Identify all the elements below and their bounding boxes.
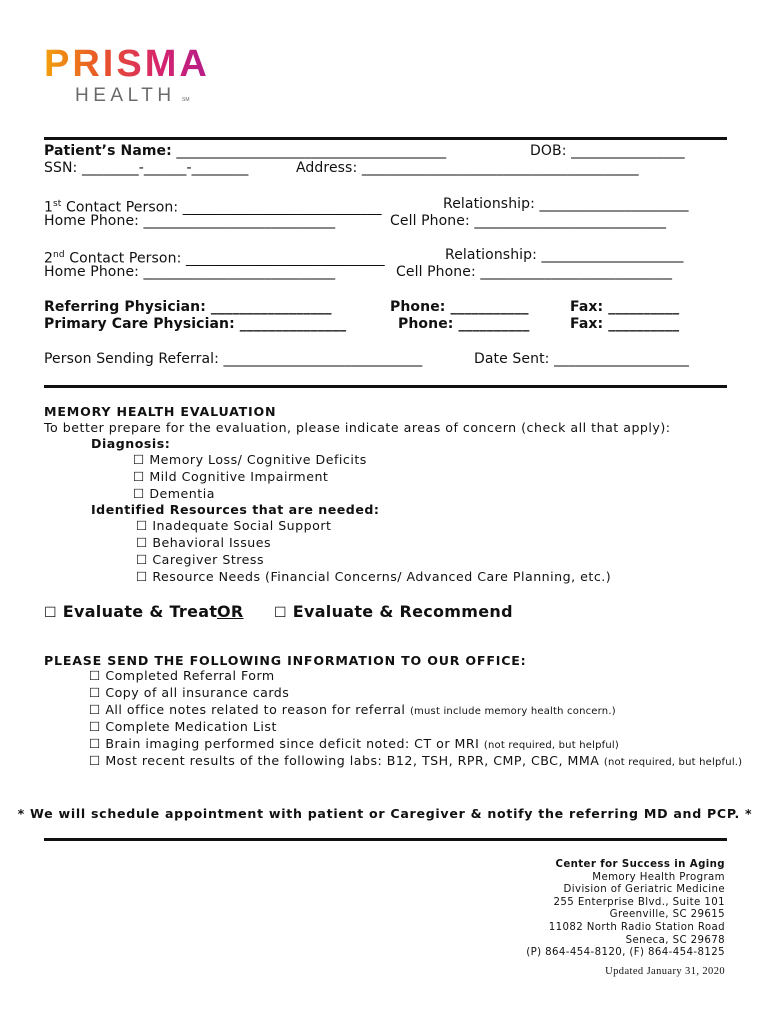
checkbox-icon[interactable]: ☐ (133, 486, 145, 501)
footer-line: Greenville, SC 29615 (609, 909, 725, 921)
logo-sub-text: HEALTH (75, 85, 176, 106)
contact2-cell-field[interactable]: ___________________________ (480, 264, 673, 280)
referring-fax-row (570, 299, 679, 316)
contact1-label: Contact Person: (66, 199, 179, 216)
contact2-relationship-row (445, 247, 684, 264)
checkbox-icon[interactable]: ☐ (136, 535, 148, 550)
referring-phone-label: Phone: (390, 299, 446, 315)
contact1-ordinal: 1 (44, 199, 54, 216)
address-label: Address: (296, 160, 358, 176)
resource-option-resource-needs[interactable] (136, 569, 611, 586)
date-sent-field[interactable]: ___________________ (554, 351, 689, 367)
contact1-home-field[interactable]: ___________________________ (143, 213, 336, 229)
footer-org: Center for Success in Aging (555, 859, 725, 870)
pcp-row (44, 316, 346, 333)
send-item-note: (not required, but helpful.) (603, 757, 743, 768)
contact1-cell-phone-row (390, 213, 666, 230)
checkbox-icon[interactable]: ☐ (89, 685, 101, 700)
referring-fax-field[interactable]: __________ (608, 299, 680, 315)
evaluate-treat-label: Evaluate & Treat (62, 602, 218, 621)
divider-middle (44, 385, 727, 388)
logo-brand-text: PRISMA (44, 44, 210, 85)
footer-line: Seneca, SC 29678 (625, 934, 725, 946)
pcp-fax-label: Fax: (570, 316, 604, 332)
dob-row (530, 143, 685, 160)
footer-address (526, 859, 725, 978)
contact2-home-field[interactable]: ___________________________ (143, 264, 336, 280)
resource-option-label: Caregiver Stress (152, 552, 265, 567)
date-sent-label: Date Sent: (474, 351, 550, 367)
referring-phone-row (390, 299, 529, 316)
send-item-medication-list[interactable] (89, 719, 277, 736)
contact2-label: Contact Person: (69, 250, 182, 267)
diagnosis-option-label: Mild Cognitive Impairment (149, 469, 329, 484)
diagnosis-option-label: Dementia (149, 486, 215, 501)
sender-field[interactable]: ____________________________ (223, 351, 423, 367)
checkbox-icon[interactable]: ☐ (89, 668, 101, 683)
divider-top (44, 137, 727, 140)
send-item-text: Brain imaging performed since deficit noted: CT or MRI (105, 736, 480, 751)
referring-physician-row (44, 299, 332, 316)
resource-option-behavioral[interactable] (136, 535, 271, 552)
patient-name-row (44, 143, 446, 160)
contact1-cell-label: Cell Phone: (390, 213, 470, 229)
resource-option-caregiver-stress[interactable] (136, 552, 264, 569)
logo-mark: SM (182, 97, 190, 103)
send-item-text: Complete Medication List (105, 719, 277, 734)
address-row (296, 160, 639, 177)
footer-line: 11082 North Radio Station Road (548, 921, 725, 933)
footer-updated: Updated January 31, 2020 (605, 965, 725, 977)
resources-label: Identified Resources that are needed: (91, 502, 380, 517)
contact1-home-label: Home Phone: (44, 213, 139, 229)
checkbox-icon[interactable]: ☐ (44, 605, 57, 621)
ssn-field[interactable]: ________-______-________ (81, 160, 249, 176)
contact2-cell-phone-row (396, 264, 672, 281)
checkbox-icon[interactable]: ☐ (136, 552, 148, 567)
pcp-label: Primary Care Physician: (44, 316, 235, 332)
contact2-cell-label: Cell Phone: (396, 264, 476, 280)
diagnosis-label: Diagnosis: (91, 436, 171, 451)
resource-option-label: Resource Needs (Financial Concerns/ Advanced Care Planning, etc.) (152, 569, 612, 584)
evaluate-treat-option[interactable] (44, 602, 217, 621)
send-info-title: PLEASE SEND THE FOLLOWING INFORMATION TO OUR OFFICE: (44, 653, 527, 668)
schedule-notice: * We will schedule appointment with patient or Caregiver & notify the referring MD and PCP. * (17, 806, 753, 821)
contact2-relationship-label: Relationship: (445, 247, 537, 263)
pcp-fax-row (570, 316, 679, 333)
contact1-relationship-field[interactable]: _____________________ (539, 196, 689, 212)
send-item-text: All office notes related to reason for referral (105, 702, 406, 717)
contact2-home-phone-row (44, 264, 335, 281)
checkbox-icon[interactable]: ☐ (133, 469, 145, 484)
or-text: OR (217, 602, 244, 621)
checkbox-icon[interactable]: ☐ (89, 719, 101, 734)
resource-option-label: Behavioral Issues (152, 535, 272, 550)
or-separator (217, 602, 244, 621)
diagnosis-option-memory-loss[interactable] (133, 452, 367, 469)
date-sent-row (474, 351, 689, 368)
checkbox-icon[interactable]: ☐ (89, 753, 101, 768)
send-item-insurance[interactable] (89, 685, 289, 702)
diagnosis-option-mci[interactable] (133, 469, 328, 486)
evaluation-intro: To better prepare for the evaluation, please indicate areas of concern (check all that apply): (44, 420, 671, 435)
patient-name-label: Patient’s Name: (44, 143, 172, 159)
send-item-note: (must include memory health concern.) (409, 706, 616, 717)
contact1-cell-field[interactable]: ___________________________ (474, 213, 667, 229)
resource-option-label: Inadequate Social Support (152, 518, 332, 533)
footer-line: Division of Geriatric Medicine (563, 884, 725, 896)
send-item-note: (not required, but helpful) (483, 740, 619, 751)
footer-line: (P) 864-454-8120, (F) 864-454-8125 (526, 947, 725, 959)
checkbox-icon[interactable]: ☐ (136, 518, 148, 533)
contact2-home-label: Home Phone: (44, 264, 139, 280)
send-item-text: Copy of all insurance cards (105, 685, 290, 700)
send-item-text: Most recent results of the following labs: B12, TSH, RPR, CMP, CBC, MMA (105, 753, 600, 768)
send-item-brain-imaging[interactable] (89, 736, 619, 755)
referring-fax-label: Fax: (570, 299, 604, 315)
evaluate-recommend-label: Evaluate & Recommend (292, 602, 513, 621)
diagnosis-option-dementia[interactable] (133, 486, 215, 503)
send-item-office-notes[interactable] (89, 702, 616, 721)
footer-line: Memory Health Program (592, 871, 725, 883)
logo-svg (44, 44, 224, 106)
divider-bottom (44, 838, 727, 841)
contact1-field[interactable]: ____________________________ (182, 199, 382, 216)
referring-physician-field[interactable]: _________________ (210, 299, 332, 315)
diagnosis-option-label: Memory Loss/ Cognitive Deficits (149, 452, 367, 467)
referring-phone-field[interactable]: ___________ (450, 299, 529, 315)
pcp-fax-field[interactable]: __________ (608, 316, 680, 332)
checkbox-icon[interactable]: ☐ (133, 452, 145, 467)
contact1-relationship-label: Relationship: (443, 196, 535, 212)
ssn-row (44, 160, 248, 177)
contact2-ordinal: 2 (44, 250, 54, 267)
dob-field[interactable]: ________________ (571, 143, 685, 159)
checkbox-icon[interactable]: ☐ (89, 702, 101, 717)
checkbox-icon[interactable]: ☐ (89, 736, 101, 751)
send-item-referral-form[interactable] (89, 668, 275, 685)
contact2-field[interactable]: ____________________________ (185, 250, 385, 267)
contact1-suffix: st (53, 199, 62, 209)
contact2-suffix: nd (53, 250, 65, 260)
sender-row (44, 351, 422, 368)
pcp-field[interactable]: _______________ (239, 316, 347, 332)
pcp-phone-field[interactable]: __________ (458, 316, 530, 332)
send-item-labs[interactable] (89, 753, 742, 772)
checkbox-icon[interactable]: ☐ (136, 569, 148, 584)
evaluate-recommend-option[interactable] (274, 602, 513, 621)
pcp-phone-row (398, 316, 530, 333)
patient-name-field[interactable]: ______________________________________ (176, 143, 447, 159)
resource-option-social-support[interactable] (136, 518, 331, 535)
sender-label: Person Sending Referral: (44, 351, 219, 367)
evaluation-title: MEMORY HEALTH EVALUATION (44, 404, 277, 419)
contact1-relationship-row (443, 196, 689, 213)
pcp-phone-label: Phone: (398, 316, 454, 332)
checkbox-icon[interactable]: ☐ (274, 605, 287, 621)
send-item-text: Completed Referral Form (105, 668, 275, 683)
referring-physician-label: Referring Physician: (44, 299, 206, 315)
contact1-home-phone-row (44, 213, 335, 230)
dob-label: DOB: (530, 143, 567, 159)
address-field[interactable]: _______________________________________ (361, 160, 639, 176)
contact2-relationship-field[interactable]: ____________________ (541, 247, 684, 263)
footer-line: 255 Enterprise Blvd., Suite 101 (553, 896, 725, 908)
ssn-label: SSN: (44, 160, 78, 176)
